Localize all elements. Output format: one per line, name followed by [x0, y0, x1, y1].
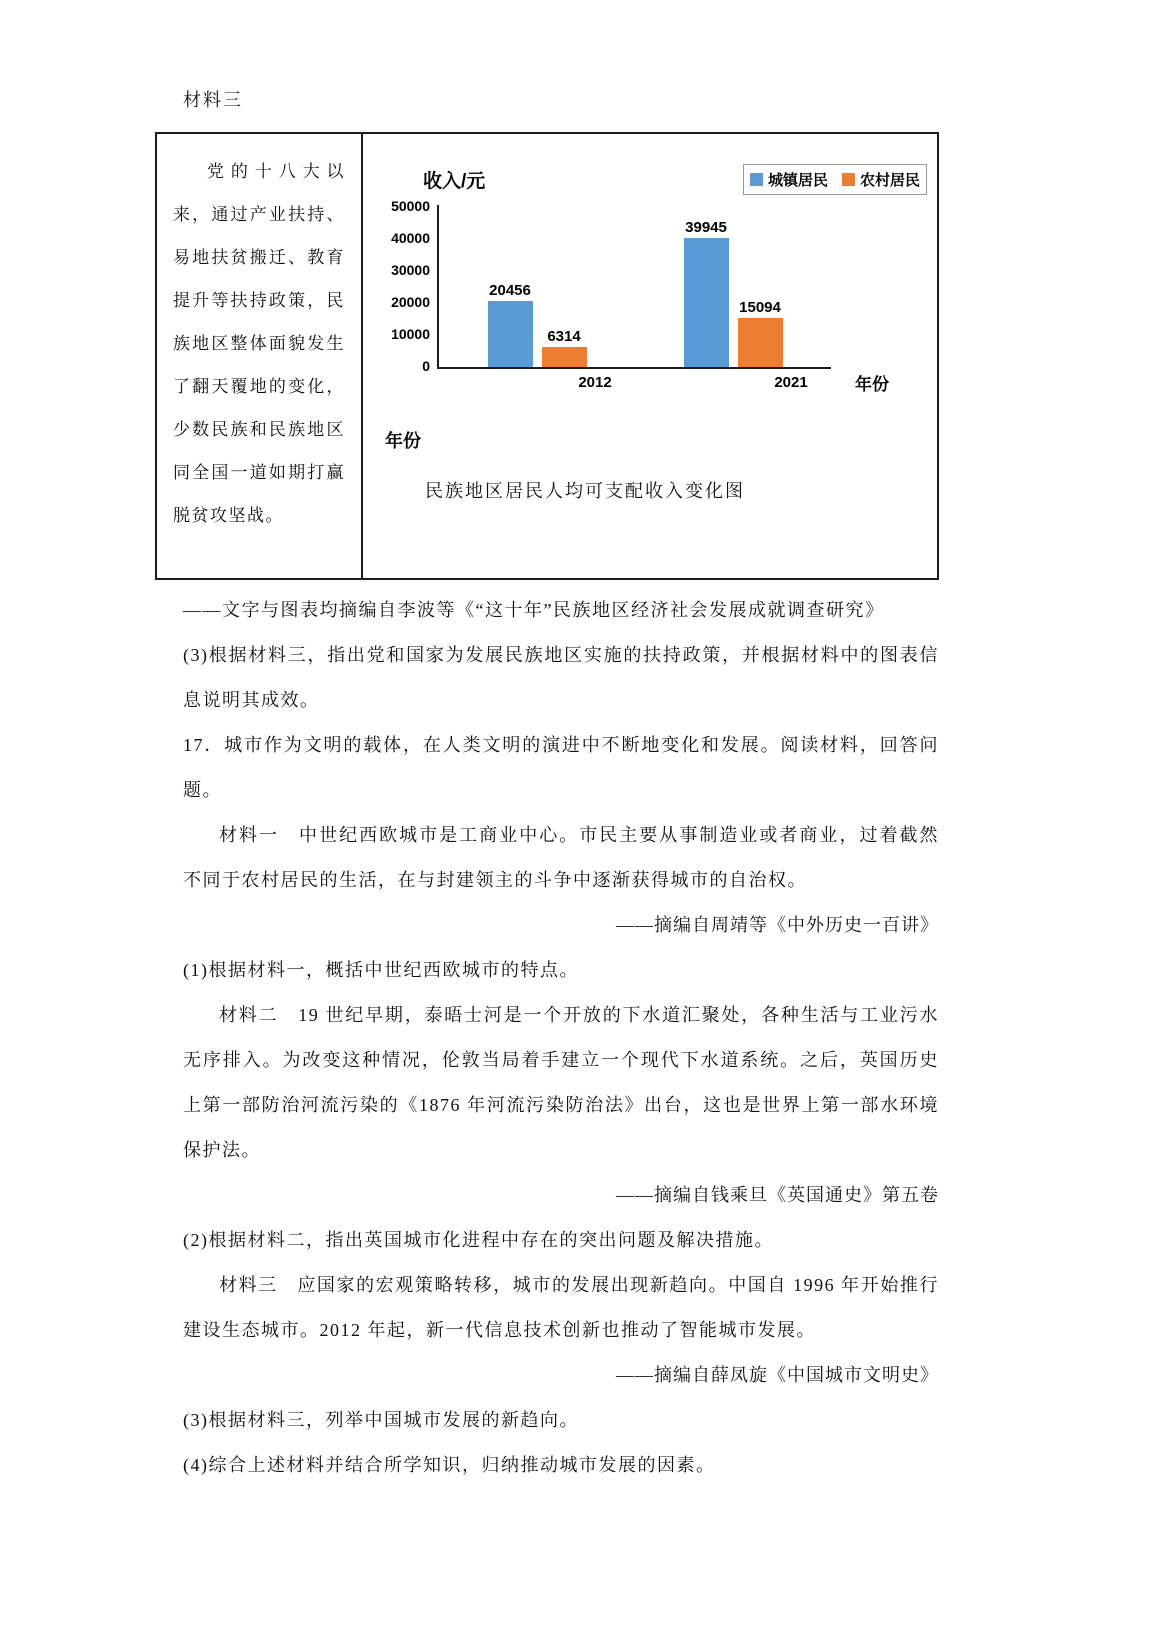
chart-source-attribution: ——文字与图表均摘编自李波等《“这十年”民族地区经济社会发展成就调查研究》	[183, 600, 885, 620]
material-three-box	[155, 132, 939, 580]
bar-group	[439, 282, 635, 367]
question-17-part4: (4)综合上述材料并结合所学知识，归纳推动城市发展的因素。	[183, 1455, 716, 1475]
legend-label: 城镇居民	[767, 172, 828, 189]
material-two-text: 材料二 19 世纪早期，泰晤士河是一个开放的下水道汇聚处，各种生活与工业污水无序排入。为改变这种情况，伦敦当局着手建立一个现代下水道系统。之后，英国历史上第一部防治河流污染的《1876 年河流污染防治法》出台，这也是世界上第一部水环境保护法。	[183, 1005, 939, 1160]
material-three-attribution: ——摘编自薛凤旋《中国城市文明史》	[616, 1365, 939, 1385]
legend-item	[750, 169, 828, 190]
y-tick-label: 20000	[391, 294, 430, 310]
chart-y-ticks	[379, 198, 437, 374]
material-two-attribution: ——摘编自钱乘旦《英国通史》第五卷	[616, 1185, 939, 1205]
legend-item	[842, 169, 920, 190]
chart-categories	[497, 369, 889, 391]
y-tick-label: 30000	[391, 262, 430, 278]
question-text-block	[183, 588, 939, 1488]
material-three-sidebar-text: 党的十八大以来，通过产业扶持、易地扶贫搬迁、教育提升等扶持政策，民族地区整体面貌发生了翻天覆地的变化，少数民族和民族地区同全国一道如期打赢脱贫攻坚战。	[157, 134, 363, 578]
income-chart-cell	[363, 134, 937, 578]
bar-rect	[488, 301, 533, 367]
bar-value-label: 15094	[739, 299, 781, 316]
bar	[738, 299, 783, 367]
legend-swatch-icon	[842, 173, 855, 186]
chart-title: 民族地区居民人均可支配收入变化图	[425, 481, 745, 501]
chart-header	[379, 164, 929, 195]
chart-body	[379, 198, 929, 394]
y-tick-label: 0	[422, 358, 430, 374]
bar-rect	[684, 238, 729, 367]
question-17-part2: (2)根据材料二，指出英国城市化进程中存在的突出问题及解决措施。	[183, 1230, 774, 1250]
material-three-text: 材料三 应国家的宏观策略转移，城市的发展出现新趋向。中国自 1996 年开始推行建设生态城市。2012 年起，新一代信息技术创新也推动了智能城市发展。	[183, 1275, 939, 1340]
x-category-label: 2021	[774, 374, 808, 391]
chart-legend	[743, 164, 927, 195]
material-three-label: 材料三	[183, 90, 243, 110]
chart-y-axis-label: 收入/元	[423, 171, 486, 192]
x-category-label: 2012	[578, 374, 612, 391]
question-16-part3: (3)根据材料三，指出党和国家为发展民族地区实施的扶持政策，并根据材料中的图表信息说明其成效。	[183, 645, 939, 710]
bar	[542, 328, 587, 367]
question-17-stem: 17．城市作为文明的载体，在人类文明的演进中不断地变化和发展。阅读材料，回答问题。	[183, 735, 939, 800]
material-one-text: 材料一 中世纪西欧城市是工商业中心。市民主要从事制造业或者商业，过着截然不同于农村居民的生活，在与封建领主的斗争中逐渐获得城市的自治权。	[183, 825, 939, 890]
bar-value-label: 20456	[489, 282, 531, 299]
y-tick-label: 50000	[391, 198, 430, 214]
bar-rect	[542, 347, 587, 367]
chart-plot-column	[437, 205, 889, 394]
bar	[488, 282, 533, 367]
material-one-attribution: ——摘编自周靖等《中外历史一百讲》	[616, 915, 939, 935]
below-chart-year-label: 年份	[385, 431, 421, 451]
y-tick-label: 10000	[391, 326, 430, 342]
question-17-part1: (1)根据材料一，概括中世纪西欧城市的特点。	[183, 960, 579, 980]
question-17-part3: (3)根据材料三，列举中国城市发展的新趋向。	[183, 1410, 579, 1430]
chart-x-axis-label: 年份	[855, 375, 889, 394]
bar-value-label: 6314	[547, 328, 581, 345]
legend-label: 农村居民	[859, 172, 920, 189]
bar-value-label: 39945	[685, 219, 727, 236]
legend-swatch-icon	[750, 173, 763, 186]
bar-group	[635, 219, 831, 367]
bar-rect	[738, 318, 783, 367]
page-content	[173, 86, 939, 1488]
y-tick-label: 40000	[391, 230, 430, 246]
bar	[684, 219, 729, 367]
